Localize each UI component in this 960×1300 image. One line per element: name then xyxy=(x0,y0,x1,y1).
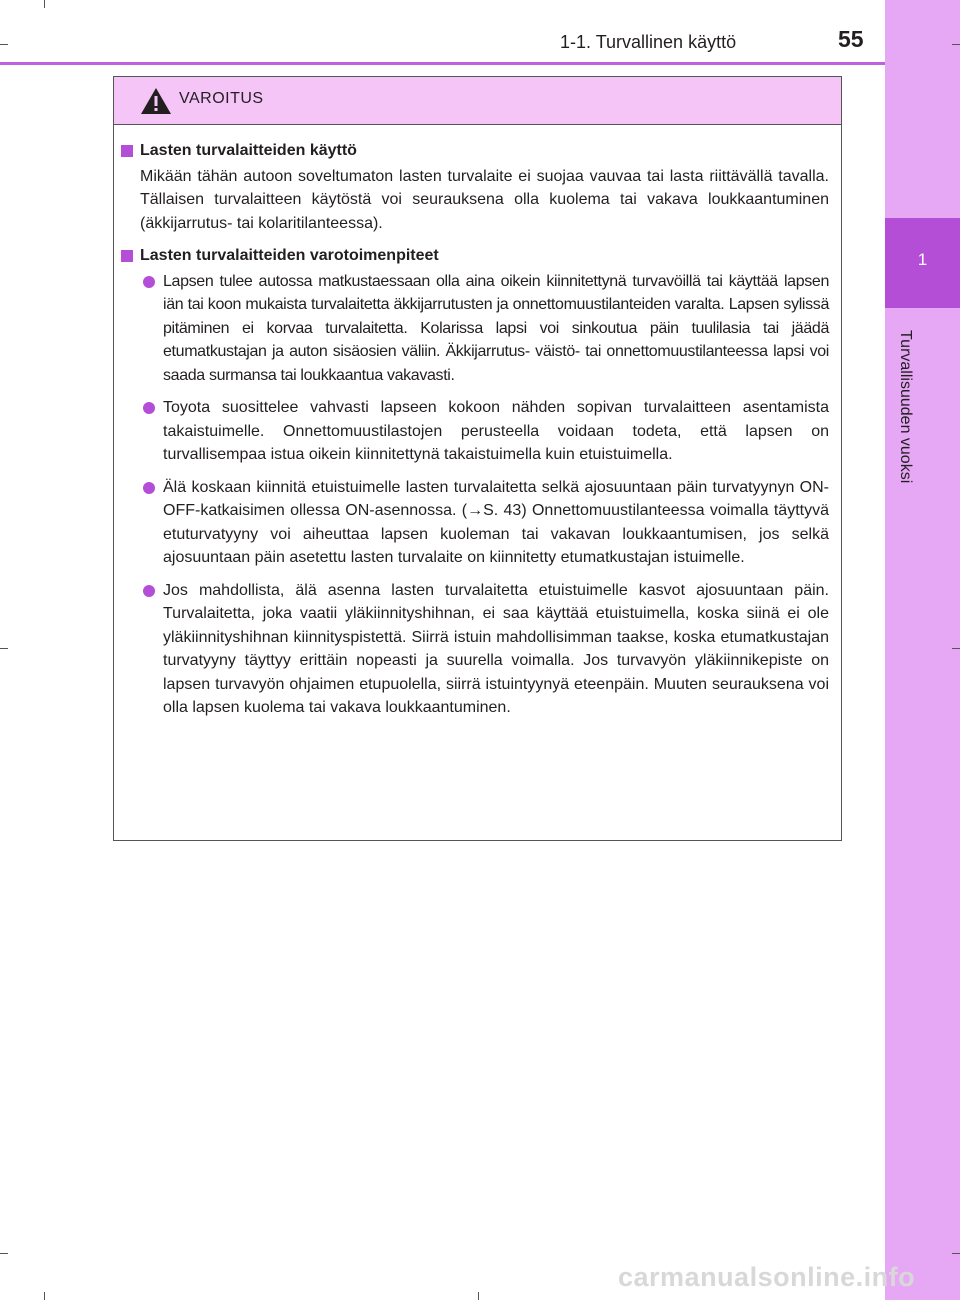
square-bullet-icon xyxy=(121,145,133,157)
section-heading-text: Lasten turvalaitteiden varotoimenpiteet xyxy=(140,247,439,264)
list-item xyxy=(140,476,829,570)
square-bullet-icon xyxy=(121,250,133,262)
warning-label: VAROITUS xyxy=(179,90,264,107)
watermark: carmanualsonline.info xyxy=(618,1262,916,1292)
warning-triangle-icon xyxy=(140,87,172,115)
list-item-text: Lapsen tulee autossa matkustaessaan olla aina oikein kiinnitettynä turvavöillä tai käyttää lapsen iän tai koon mukaista turvalaitetta äkkijarrutusten ja onnettomuustilanteiden varalta. Lapsen sylissä pitäminen ei korvaa turvalaitetta. Kolarissa lapsi voi sinkoutua päin tuulilasia tai jäädä etumatkustajan ja auton sisäosien väliin. Äkkijarrutus- väistö- tai onnettomuustilanteessa lapsi voi saada surmansa tai loukkaantua vakavasti. xyxy=(163,272,829,384)
round-bullet-icon xyxy=(143,585,155,597)
section-paragraph: Mikään tähän autoon soveltumaton lasten turvalaite ei suojaa vauvaa tai lasta riittävällä tavalla. Tällaisen turvalaitteen käytöstä voi seurauksena olla kuolema tai vakava loukkaantuminen (äkkijarrutus- tai kolaritilanteessa). xyxy=(140,167,829,232)
section-heading xyxy=(121,244,829,268)
page-number: 55 xyxy=(838,26,864,52)
section-heading-text: Lasten turvalaitteiden käyttö xyxy=(140,142,357,159)
crop-mark xyxy=(952,648,960,649)
crop-mark xyxy=(478,1292,479,1300)
crop-mark xyxy=(952,44,960,45)
warning-header xyxy=(114,77,841,125)
round-bullet-icon xyxy=(143,276,155,288)
crop-mark xyxy=(0,1253,8,1254)
chapter-title: Turvallisuuden vuoksi xyxy=(897,330,914,484)
list-item-text: Älä koskaan kiinnitä etuistuimelle lasten turvalaitetta selkä ajosuuntaan päin turvatyynyn ON-OFF-katkaisimen ollessa ON-asennossa. (→S. 43) Onnettomuustilanteessa voimalla täyttyvä etuturvatyyny voi aiheuttaa lapsen kuoleman tai vakavan loukkaantumisen, jos selkä ajosuuntaan päin asetettu lasten turvalaite on kiinnitetty etumatkustajan istuimelle. xyxy=(163,478,829,566)
list-item-text: Jos mahdollista, älä asenna lasten turvalaitetta etuistuimelle kasvot ajosuuntaan päin. Turvalaitetta, joka vaatii yläkiinnityshihnan, ei saa käyttää etuistuimella, koska siinä ei ole yläkiinnityshihnan kiinnityspistettä. Siirrä istuin mahdollisimman taakse, koska etumatkustajan turvatyyny täyttyy erittäin nopeasti ja suurella voimalla. Jos turvavyön yläkiinnikepiste on lapsen turvavyön ohjaimen etupuolella, siirrä istuintyynyä eteenpäin. Muuten seurauksena voi olla lapsen kuolema tai vakava loukkaantuminen. xyxy=(163,581,829,716)
header-rule xyxy=(0,62,885,65)
chapter-number: 1 xyxy=(917,250,928,269)
side-band xyxy=(885,0,960,1300)
crop-mark xyxy=(0,648,8,649)
warning-box xyxy=(113,76,842,841)
list-item xyxy=(140,396,829,467)
list-item xyxy=(140,270,829,388)
list-item-text: Toyota suosittelee vahvasti lapseen kokoon nähden sopivan turvalaitteen asentamista takaistuimelle. Onnettomuustilastojen perusteella voidaan todeta, että lapsen on turvallisempaa istua oikein kiinnitettynä takaistuimella kuin etuistuimella. xyxy=(163,399,829,463)
section-title: 1-1. Turvallinen käyttö xyxy=(560,32,737,52)
section-heading xyxy=(121,139,829,163)
warning-body xyxy=(114,125,841,720)
round-bullet-icon xyxy=(143,402,155,414)
crop-mark xyxy=(44,0,45,8)
round-bullet-icon xyxy=(143,482,155,494)
crop-mark xyxy=(44,1292,45,1300)
crop-mark xyxy=(952,1253,960,1254)
list-item xyxy=(140,579,829,720)
crop-mark xyxy=(0,44,8,45)
